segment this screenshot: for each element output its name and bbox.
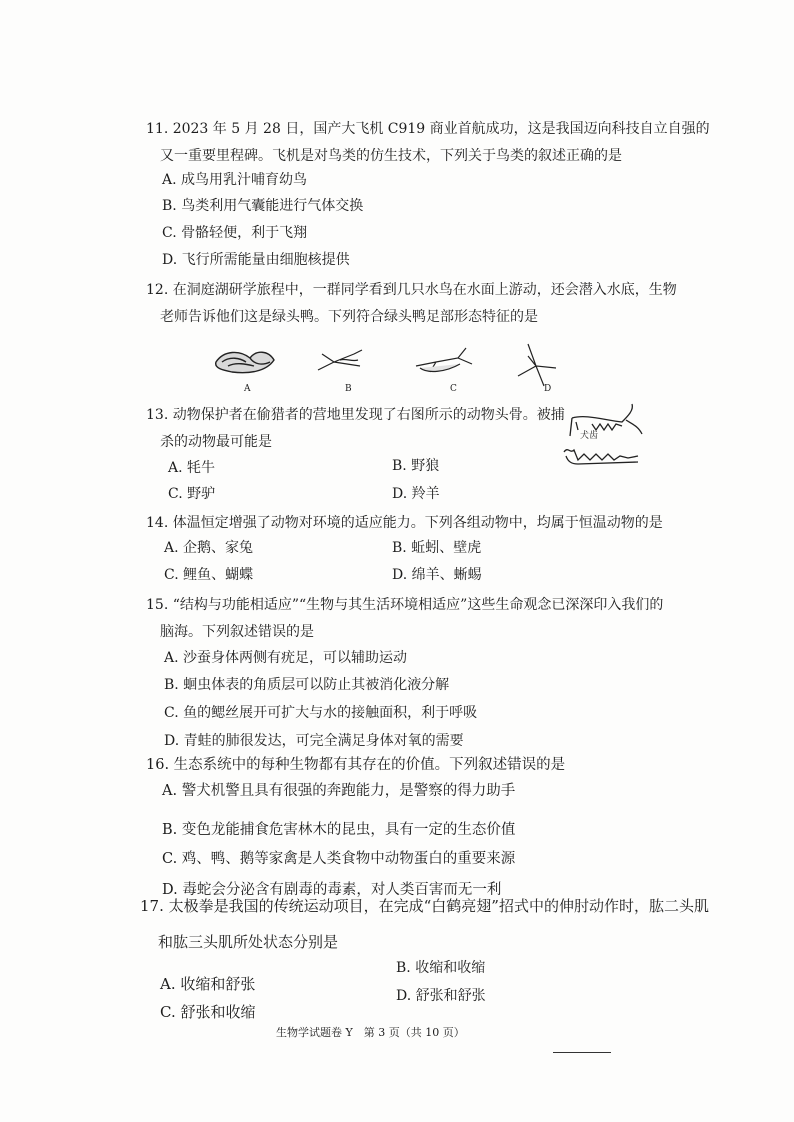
question-stem: 又一重要里程碑。飞机是对鸟类的仿生技术，下列关于鸟类的叙述正确的是 xyxy=(160,148,622,164)
question-12 xyxy=(146,277,677,331)
option-d[interactable]: D. 毒蛇会分泌含有剧毒的毒素，对人类百害而无一利 xyxy=(162,882,502,898)
option-a[interactable]: A. 成鸟用乳汁哺育幼鸟 xyxy=(162,172,308,188)
question-stem: 脑海。下列叙述错误的是 xyxy=(160,624,314,640)
option-a[interactable]: A. 警犬机警且具有很强的奔跑能力，是警察的得力助手 xyxy=(162,783,516,799)
question-13 xyxy=(146,402,565,456)
option-b[interactable]: B. 野狼 xyxy=(392,458,440,474)
option-d[interactable]: D. 羚羊 xyxy=(392,486,440,502)
question-stem: 16. 生态系统中的每种生物都有其存在的价值。下列叙述错误的是 xyxy=(146,757,566,773)
skull-drawing xyxy=(552,400,652,480)
foot-label-c: C xyxy=(450,384,457,394)
question-stem: 杀的动物最可能是 xyxy=(160,434,272,450)
question-stem: 老师告诉他们这是绿头鸭。下列符合绿头鸭足部形态特征的是 xyxy=(160,309,538,325)
option-d[interactable]: D. 绵羊、蜥蜴 xyxy=(392,567,482,583)
option-c[interactable]: C. 鲤鱼、蝴蝶 xyxy=(164,567,254,583)
question-stem: 14. 体温恒定增强了动物对环境的适应能力。下列各组动物中，均属于恒温动物的是 xyxy=(146,515,663,531)
foot-a-drawing[interactable] xyxy=(216,352,274,372)
foot-label-d: D xyxy=(544,384,552,394)
question-15 xyxy=(146,592,663,646)
skull-figure xyxy=(552,400,652,480)
option-c[interactable]: C. 鸡、鸭、鹅等家禽是人类食物中动物蛋白的重要来源 xyxy=(162,851,516,867)
foot-label-b: B xyxy=(345,384,352,394)
question-16 xyxy=(146,752,565,779)
canine-tooth-label: 犬齿 xyxy=(580,431,599,441)
page-footer: 生物学试题卷 Y 第 3 页（共 10 页） xyxy=(276,1026,465,1039)
option-c[interactable]: C. 舒张和收缩 xyxy=(160,1003,256,1021)
option-c[interactable]: C. 野驴 xyxy=(168,486,216,502)
option-a[interactable]: A. 牦牛 xyxy=(168,460,216,476)
foot-d-drawing[interactable] xyxy=(518,344,556,386)
option-b[interactable]: B. 蛔虫体表的角质层可以防止其被消化液分解 xyxy=(164,677,450,693)
question-stem: 13. 动物保护者在偷猎者的营地里发现了右图所示的动物头骨。被捕 xyxy=(146,407,565,423)
question-stem: 11. 2023 年 5 月 28 日，国产大飞机 C919 商业首航成功，这是我国迈向科技自立自强的 xyxy=(146,121,710,137)
question-stem: 12. 在洞庭湖研学旅程中，一群同学看到几只水鸟在水面上游动，还会潜入水底，生物 xyxy=(146,282,677,298)
question-11 xyxy=(146,116,710,170)
option-d[interactable]: D. 舒张和舒张 xyxy=(396,988,486,1004)
footer-divider xyxy=(553,1052,611,1053)
option-b[interactable]: B. 收缩和收缩 xyxy=(396,960,486,976)
option-d[interactable]: D. 飞行所需能量由细胞核提供 xyxy=(162,252,350,268)
option-a[interactable]: A. 企鹅、家兔 xyxy=(164,540,254,556)
question-stem: 和肱三头肌所处状态分别是 xyxy=(158,933,339,951)
question-stem: 17. 太极拳是我国的传统运动项目，在完成“白鹤亮翅”招式中的伸肘动作时，肱二头肌 xyxy=(140,897,709,915)
duck-feet-figure xyxy=(210,340,570,400)
foot-c-drawing[interactable] xyxy=(416,348,472,372)
question-14 xyxy=(146,510,663,537)
option-b[interactable]: B. 变色龙能捕食危害林木的昆虫，具有一定的生态价值 xyxy=(162,822,516,838)
option-a[interactable]: A. 沙蚕身体两侧有疣足，可以辅助运动 xyxy=(164,650,408,666)
option-b[interactable]: B. 蚯蚓、壁虎 xyxy=(392,540,482,556)
option-d[interactable]: D. 青蛙的肺很发达，可完全满足身体对氧的需要 xyxy=(164,733,464,749)
feet-drawings xyxy=(210,340,570,400)
foot-label-a: A xyxy=(244,384,251,394)
question-17 xyxy=(140,888,709,960)
option-a[interactable]: A. 收缩和舒张 xyxy=(160,975,256,993)
option-c[interactable]: C. 骨骼轻便，利于飞翔 xyxy=(162,225,308,241)
option-c[interactable]: C. 鱼的鳃丝展开可扩大与水的接触面积，利于呼吸 xyxy=(164,705,478,721)
option-b[interactable]: B. 鸟类利用气囊能进行气体交换 xyxy=(162,198,364,214)
question-stem: 15. “结构与功能相适应”“生物与其生活环境相适应”这些生命观念已深深印入我们的 xyxy=(146,597,664,613)
foot-b-drawing[interactable] xyxy=(318,350,362,370)
